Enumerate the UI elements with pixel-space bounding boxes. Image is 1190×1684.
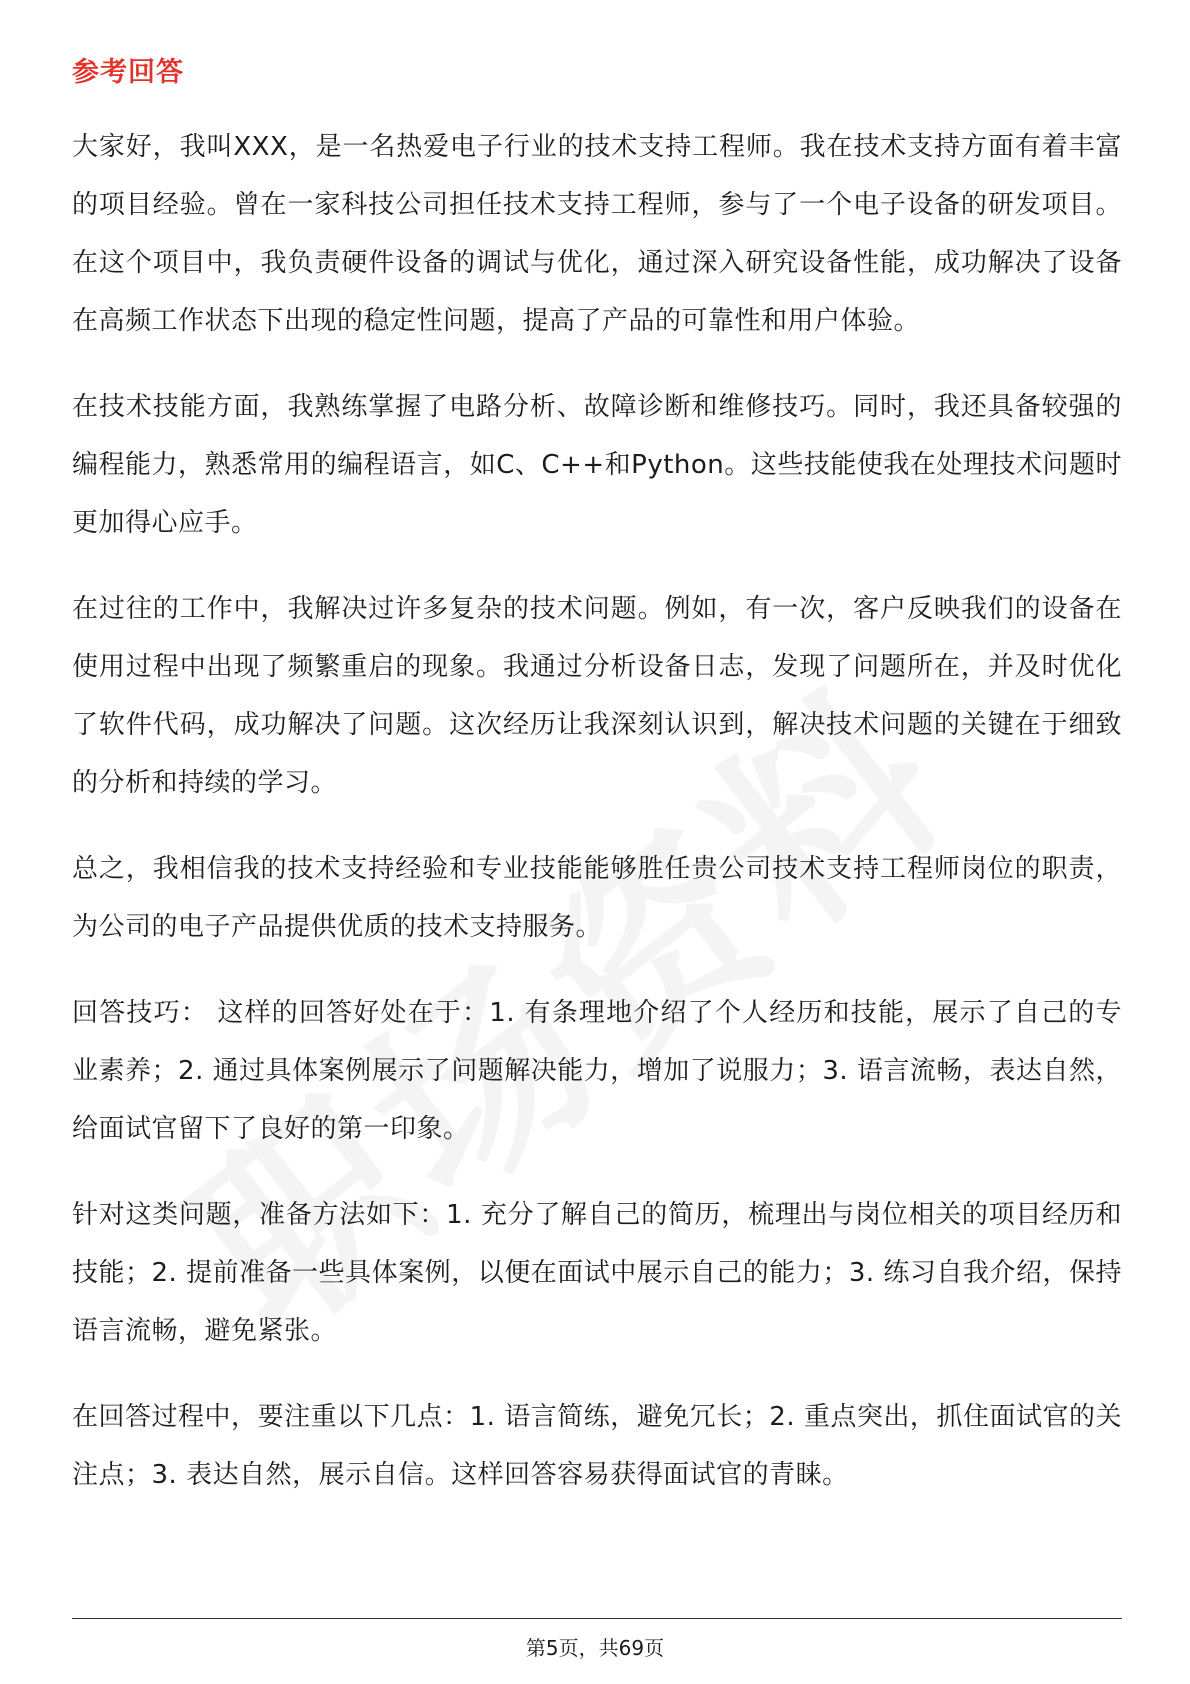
footer-divider — [72, 1618, 1122, 1619]
paragraph-summary: 总之，我相信我的技术支持经验和专业技能能够胜任贵公司技术支持工程师岗位的职责，为公司的电子产品提供优质的技术支持服务。 — [72, 854, 1122, 942]
paragraph-key-points: 在回答过程中，要注重以下几点：1. 语言简练，避免冗长；2. 重点突出，抓住面试官的关注点；3. 表达自然，展示自信。这样回答容易获得面试官的青睐。 — [72, 1402, 1122, 1490]
answer-body — [72, 118, 1122, 1532]
section-title: 参考回答 — [72, 57, 184, 88]
paragraph-technical-skills: 在技术技能方面，我熟练掌握了电路分析、故障诊断和维修技巧。同时，我还具备较强的编程能力，熟悉常用的编程语言，如C、C++和Python。这些技能使我在处理技术问题时更加得心应手。 — [72, 392, 1122, 538]
paragraph-past-experience: 在过往的工作中，我解决过许多复杂的技术问题。例如，有一次，客户反映我们的设备在使用过程中出现了频繁重启的现象。我通过分析设备日志，发现了问题所在，并及时优化了软件代码，成功解决了问题。这次经历让我深刻认识到，解决技术问题的关键在于细致的分析和持续的学习。 — [72, 594, 1122, 798]
paragraph-answer-tips: 回答技巧： 这样的回答好处在于：1. 有条理地介绍了个人经历和技能，展示了自己的专业素养；2. 通过具体案例展示了问题解决能力，增加了说服力；3. 语言流畅，表达自然，给面试官留下了良好的第一印象。 — [72, 998, 1122, 1144]
paragraph-introduction: 大家好，我叫XXX，是一名热爱电子行业的技术支持工程师。我在技术支持方面有着丰富的项目经验。曾在一家科技公司担任技术支持工程师，参与了一个电子设备的研发项目。在这个项目中，我负责硬件设备的调试与优化，通过深入研究设备性能，成功解决了设备在高频工作状态下出现的稳定性问题，提高了产品的可靠性和用户体验。 — [72, 132, 1122, 336]
paragraph-preparation-methods: 针对这类问题，准备方法如下：1. 充分了解自己的简历，梳理出与岗位相关的项目经历和技能；2. 提前准备一些具体案例，以便在面试中展示自己的能力；3. 练习自我介绍，保持语言流畅，避免紧张。 — [72, 1200, 1122, 1346]
page-number: 第5页，共69页 — [525, 1636, 665, 1660]
